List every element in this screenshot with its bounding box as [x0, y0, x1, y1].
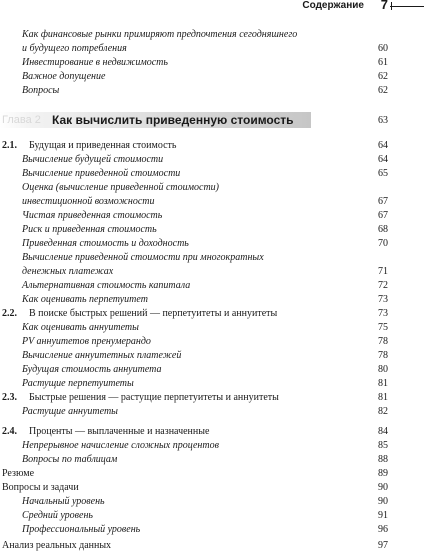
entry-title: Вычисление будущей стоимости: [22, 154, 164, 165]
entry-title: Важное допущение: [22, 71, 106, 82]
entry-title: Как оценивать аннуитеты: [22, 322, 139, 333]
entry-page: 73: [378, 294, 388, 305]
entry-page: 71: [378, 266, 388, 277]
running-header: [0, 0, 424, 14]
entry-page: 91: [378, 510, 388, 521]
entry-page: 62: [378, 71, 388, 82]
entry-page: 97: [378, 540, 388, 551]
entry-title: Начальный уровень: [22, 496, 105, 507]
entry-title: PV аннуитетов пренумерандо: [22, 336, 151, 347]
entry-page: 84: [378, 426, 388, 437]
entry-title: Инвестирование в недвижимость: [22, 57, 168, 68]
entry-title: Вопросы: [22, 85, 60, 96]
header-rule: [390, 6, 424, 7]
entry-page: 64: [378, 140, 388, 151]
section-number: 2.2.: [2, 308, 17, 319]
entry-title: Будущая стоимость аннуитета: [22, 364, 162, 375]
running-header-title: Содержание: [302, 0, 364, 11]
entry-page: 78: [378, 336, 388, 347]
chapter-page: 63: [378, 115, 388, 126]
section-number: 2.3.: [2, 392, 17, 403]
entry-page: 62: [378, 85, 388, 96]
entry-page: 82: [378, 406, 388, 417]
header-rule-tick: [391, 2, 392, 10]
entry-title: Непрерывное начисление сложных процентов: [22, 440, 219, 451]
entry-page: 90: [378, 496, 388, 507]
entry-title: Как финансовые рынки примиряют предпочтения сегодняшнего: [22, 29, 298, 40]
entry-title: Резюме: [2, 468, 35, 479]
entry-title: денежных платежах: [22, 266, 114, 277]
entry-page: 67: [378, 210, 388, 221]
entry-title: Анализ реальных данных: [2, 540, 112, 551]
entry-title: Растущие аннуитеты: [22, 406, 118, 417]
section-number: 2.4.: [2, 426, 17, 437]
entry-page: 78: [378, 350, 388, 361]
entry-title: Приведенная стоимость и доходность: [22, 238, 189, 249]
page-number: 7: [380, 0, 388, 12]
entry-title: Профессиональный уровень: [22, 524, 141, 535]
entry-page: 65: [378, 168, 388, 179]
entry-title: Вопросы по таблицам: [22, 454, 118, 465]
entry-title: Вычисление приведенной стоимости при многократных: [22, 252, 264, 263]
entry-page: 96: [378, 524, 388, 535]
entry-page: 80: [378, 364, 388, 375]
entry-title: Альтернативная стоимость капитала: [22, 280, 191, 291]
entry-title: В поиске быстрых решений — перпетуитеты и аннуитеты: [29, 308, 278, 319]
entry-title: и будущего потребления: [22, 43, 127, 54]
entry-page: 75: [378, 322, 388, 333]
entry-page: 61: [378, 57, 388, 68]
entry-title: Быстрые решения — растущие перпетуитеты и аннуитеты: [29, 392, 279, 403]
chapter-title: Как вычислить приведенную стоимость: [52, 113, 294, 127]
entry-page: 68: [378, 224, 388, 235]
chapter-label: Глава 2: [2, 114, 41, 126]
entry-title: Средний уровень: [22, 510, 93, 521]
entry-title: Вычисление приведенной стоимости: [22, 168, 181, 179]
entry-page: 89: [378, 468, 388, 479]
entry-title: инвестиционной возможности: [22, 196, 155, 207]
entry-page: 67: [378, 196, 388, 207]
entry-page: 88: [378, 454, 388, 465]
entry-page: 73: [378, 308, 388, 319]
entry-title: Чистая приведенная стоимость: [22, 210, 163, 221]
entry-page: 81: [378, 378, 388, 389]
entry-page: 90: [378, 482, 388, 493]
entry-page: 72: [378, 280, 388, 291]
chapter-heading: [0, 112, 424, 128]
entry-title: Будущая и приведенная стоимость: [29, 140, 177, 151]
entry-page: 70: [378, 238, 388, 249]
entry-title: Вопросы и задачи: [2, 482, 79, 493]
entry-page: 81: [378, 392, 388, 403]
entry-title: Вычисление аннуитетных платежей: [22, 350, 182, 361]
entry-page: 64: [378, 154, 388, 165]
entry-title: Проценты — выплаченные и назначенные: [29, 426, 210, 437]
entry-title: Риск и приведенная стоимость: [22, 224, 157, 235]
entry-page: 85: [378, 440, 388, 451]
entry-title: Как оценивать перпетуитет: [22, 294, 148, 305]
entry-title: Оценка (вычисление приведенной стоимости): [22, 182, 220, 193]
section-number: 2.1.: [2, 140, 17, 151]
entry-page: 60: [378, 43, 388, 54]
entry-title: Растущие перпетуитеты: [22, 378, 134, 389]
